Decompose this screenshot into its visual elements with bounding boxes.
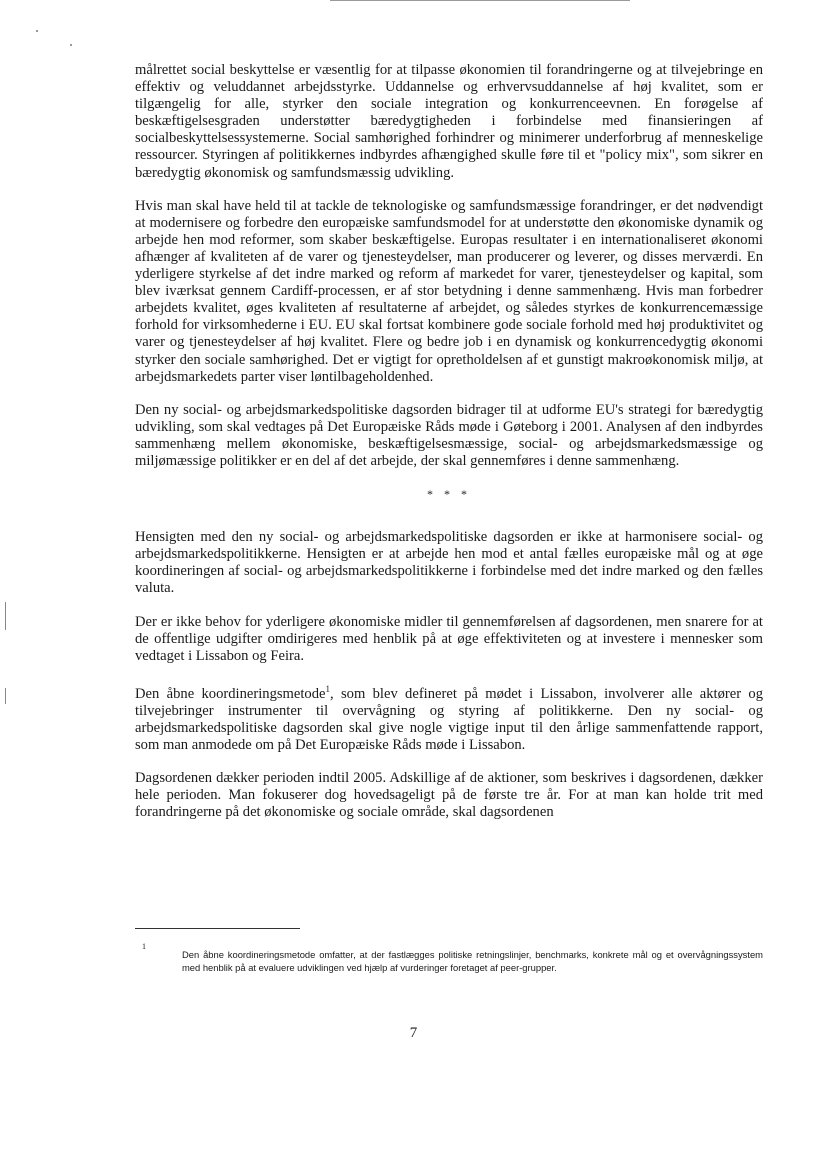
paragraph: Dagsordenen dækker perioden indtil 2005. Adskillige af de aktioner, som beskrives i dagsordenen, dækker hele perioden. Man fokuserer dog hovedsageligt på de første tre år. For at man kan holde trit med forandringerne på det økonomiske og sociale område, skal dagsordenen <box>135 770 763 821</box>
scan-speck <box>70 44 72 46</box>
paragraph: målrettet social beskyttelse er væsentlig for at tilpasse økonomien til forandringerne og at tilvejebringe en effektiv og veluddannet arbejdsstyrke. Uddannelse og erhvervsuddannelse af høj kvalitet, som er tilgængelig for alle, styrker den sociale integration og konkurrenceevnen. En forøgelse af beskæftigelsesgraden understøtter bæredygtigheden i forbindelse med finansieringen af socialbeskyttelsessystemerne. Social samhørighed forhindrer og minimerer underforbrug af menneskelige ressourcer. Styringen af politikkernes indbyrdes afhængighed skulle føre til et "policy mix", som sikrer en bæredygtig økonomisk og samfundsmæssig udvikling. <box>135 62 763 181</box>
coordination-lead-text: Den åbne koordineringsmetode <box>135 685 326 702</box>
footnote-reference[interactable]: 1 <box>325 683 331 694</box>
footnote-rule <box>135 928 300 929</box>
footnote-text: Den åbne koordineringsmetode omfatter, at der fastlægges politiske retningslinjer, benchmarks, konkrete mål og et overvågningssystem med henblik på at evaluere udviklingen ved hjælp af vurderinger foretaget af peer-grupper. <box>182 949 763 974</box>
scan-edge-mark <box>5 688 6 704</box>
scan-top-line <box>330 0 630 1</box>
page-number: 7 <box>409 1025 418 1041</box>
scan-speck <box>36 30 38 32</box>
paragraph: Den ny social- og arbejdsmarkedspolitiske dagsorden bidrager til at udforme EU's strategi for bæredygtig udvikling, som skal vedtages på Det Europæiske Råds møde i Gøteborg i 2001. Analysen af den indbyrdes sammenhæng mellem økonomiske, beskæftigelsesmæssige, social- og arbejdsmarkedsmæssige og miljømæssige politikker er en del af det arbejde, der skal gennemføres i denne sammenhæng. <box>135 401 763 469</box>
document-body <box>135 62 763 837</box>
footnote-mark: 1 <box>142 942 146 951</box>
paragraph: Der er ikke behov for yderligere økonomiske midler til gennemførelsen af dagsordenen, men snarere for at de offentlige udgifter omdirigeres med henblik på at øge effektiviteten og at investere i mennesker som vedtaget i Lissabon og Feira. <box>135 613 763 664</box>
section-separator: * * * <box>427 487 471 502</box>
coordination-body-text: , som blev defineret på mødet i Lissabon, involverer alle aktører og tilvejebringer instrumenter til overvågning og styring af politikkerne. Den ny social- og arbejdsmarkedspolitiske dagsorden skal give nogle vigtige input til den årlige sammenfattende rapport, som man anmodede om på Det Europæiske Råds møde i Lissabon. <box>135 685 763 753</box>
paragraph: Hvis man skal have held til at tackle de teknologiske og samfundsmæssige forandringer, er det nødvendigt at modernisere og forbedre den europæiske samfundsmodel for at understøtte den økonomiske dynamik og arbejde hen mod reformer, som skaber beskæftigelse. Europas resultater i en internationaliseret økonomi afhænger af kvaliteten af de varer og tjenesteydelser, man producerer og leverer, og disses merværdi. En yderligere styrkelse af det indre marked og reform af markedet for varer, tjenesteydelser og kapital, som blev iværksat gennem Cardiff-processen, er af stor betydning i denne sammenhæng. Hvis man forbedrer arbejdets kvalitet, øges kvaliteten af resultaterne af arbejdet, og således styrkes de konkurrencemæssige forhold for virksomhederne i EU. EU skal fortsat kombinere gode sociale forhold med høj produktivitet og varer og tjenesteydelser af høj kvalitet. Flere og bedre job i en dynamisk og konkurrencedygtig økonomi styrker den sociale samhørighed. Det er vigtigt for opretholdelsen af et gunstigt makroøkonomisk miljø, at arbejdsmarkedets parter viser løntilbageholdenhed. <box>135 197 763 385</box>
paragraph: Hensigten med den ny social- og arbejdsmarkedspolitiske dagsorden er ikke at harmonisere social- og arbejdsmarkedspolitikkerne. Hensigten er at arbejde hen mod et antal fælles europæiske mål og at øge koordineringen af social- og arbejdsmarkedspolitikkerne i forbindelse med det indre marked og den fælles valuta. <box>135 529 763 597</box>
scan-edge-mark <box>5 602 6 630</box>
paragraph-open-coordination <box>135 681 763 754</box>
